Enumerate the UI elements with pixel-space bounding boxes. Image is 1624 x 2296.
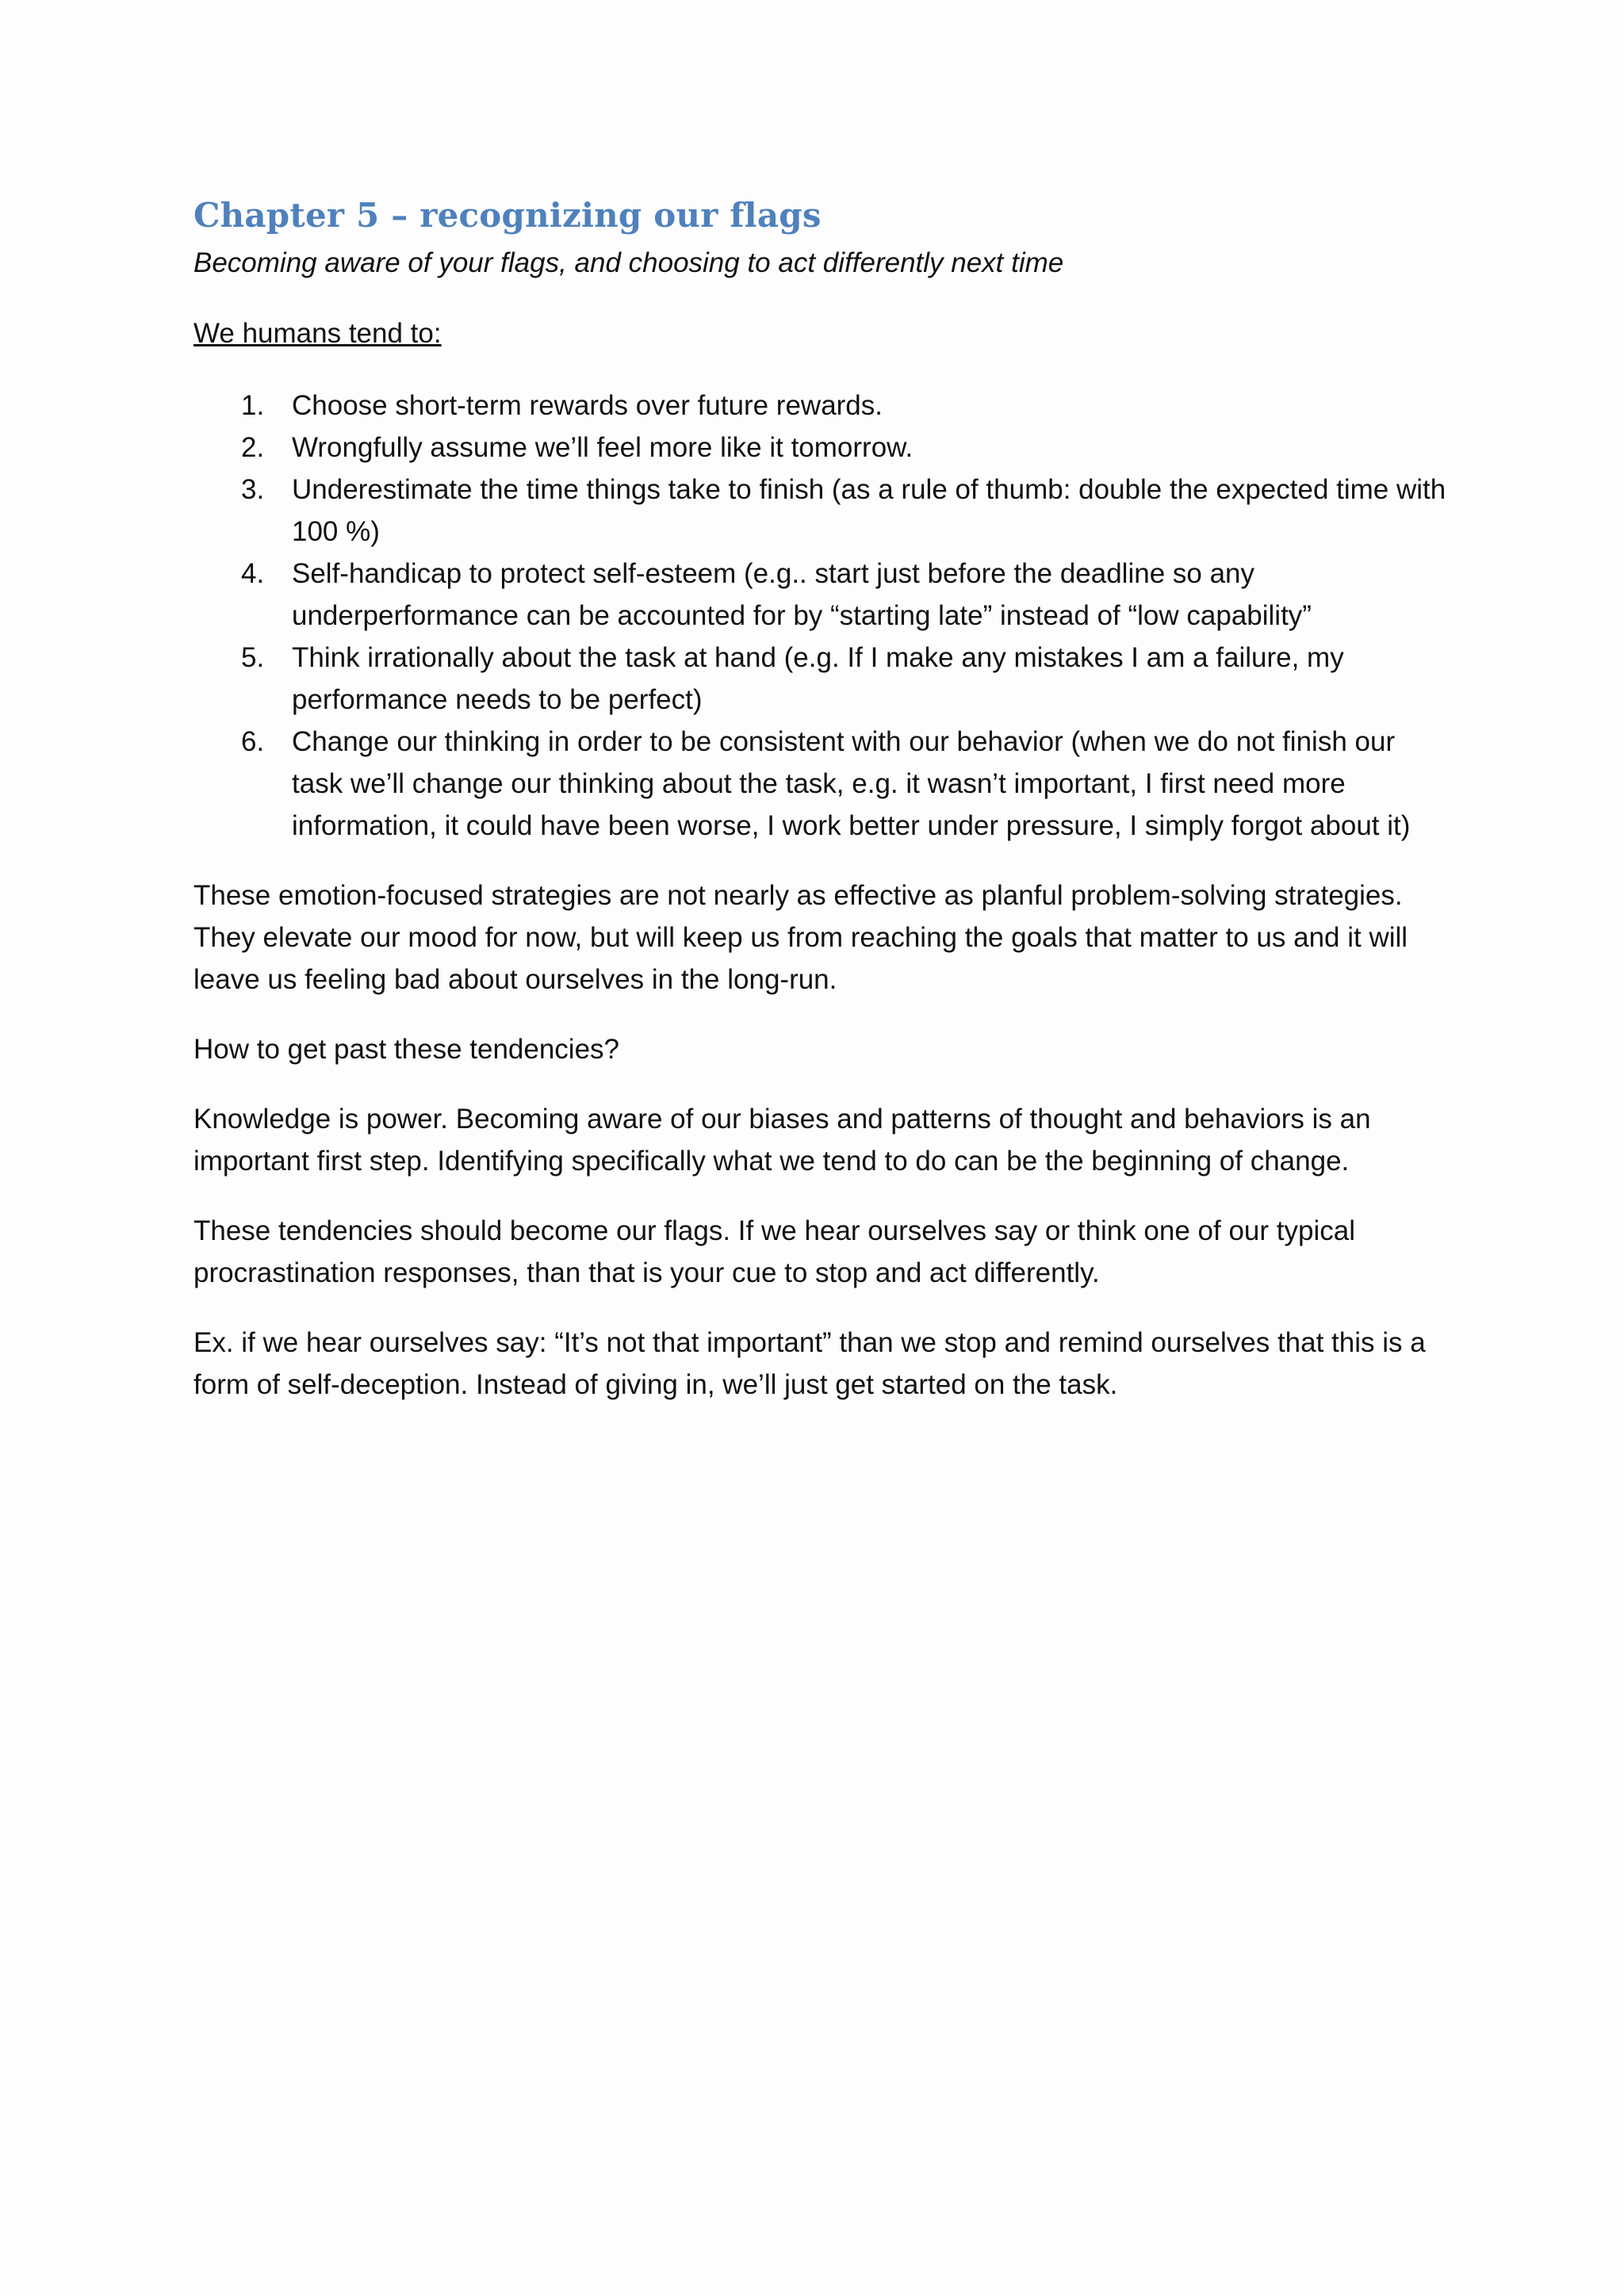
- list-number: 4.: [241, 558, 265, 589]
- tendency-list: [193, 385, 1446, 847]
- list-item: [193, 637, 1446, 721]
- list-number: 5.: [241, 642, 265, 673]
- list-item-text: Wrongfully assume we’ll feel more like it tomorrow.: [292, 432, 914, 463]
- list-number: 2.: [241, 432, 265, 463]
- paragraph-emotion-strategies: These emotion-focused strategies are not nearly as effective as planful problem-solving strategies. They elevate our mood for now, but will keep us from reaching the goals that matter to us and it will leave us feeling bad about ourselves in the long-run.: [193, 880, 1408, 995]
- list-number: 1.: [241, 390, 265, 421]
- list-item-text: Underestimate the time things take to finish (as a rule of thumb: double the expected time with 100 %): [292, 474, 1446, 547]
- paragraph-example: Ex. if we hear ourselves say: “It’s not that important” than we stop and remind ourselves that this is a form of self-deception. Instead of giving in, we’ll just get started on the task.: [193, 1327, 1426, 1400]
- list-item-text: Think irrationally about the task at hand (e.g. If I make any mistakes I am a failure, my performance needs to be perfect): [292, 642, 1344, 715]
- page-content: [193, 187, 1446, 1406]
- list-intro: We humans tend to:: [193, 318, 442, 349]
- chapter-title: Chapter 5 – recognizing our flags: [193, 196, 822, 235]
- list-item: [193, 553, 1446, 637]
- list-item: [193, 385, 1446, 427]
- list-number: 6.: [241, 726, 265, 757]
- list-item: [193, 469, 1446, 553]
- chapter-subtitle: Becoming aware of your flags, and choosing to act differently next time: [193, 247, 1064, 278]
- paragraph-knowledge: Knowledge is power. Becoming aware of our biases and patterns of thought and behaviors is an important first step. Identifying specifically what we tend to do can be the beginning of change.: [193, 1104, 1371, 1177]
- list-item-text: Change our thinking in order to be consistent with our behavior (when we do not finish our task we’ll change our thinking about the task, e.g. it wasn’t important, I first need more information, it could have been worse, I work better under pressure, I simply forgot about it): [292, 726, 1411, 841]
- list-item: [193, 427, 1446, 469]
- list-item-text: Self-handicap to protect self-esteem (e.g.. start just before the deadline so any underperformance can be accounted for by “starting late” instead of “low capability”: [292, 558, 1312, 631]
- list-item-text: Choose short-term rewards over future rewards.: [292, 390, 883, 421]
- list-item: [193, 721, 1446, 847]
- paragraph-flags: These tendencies should become our flags. If we hear ourselves say or think one of our typical procrastination responses, than that is your cue to stop and act differently.: [193, 1215, 1355, 1288]
- paragraph-question: How to get past these tendencies?: [193, 1034, 620, 1065]
- list-number: 3.: [241, 474, 265, 505]
